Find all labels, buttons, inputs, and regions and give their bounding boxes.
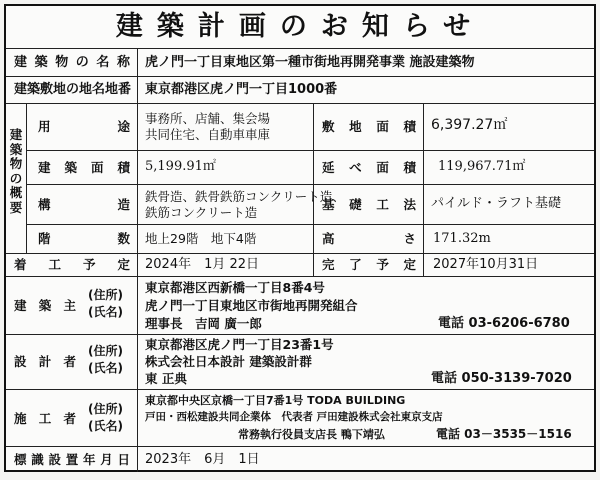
height-value: 171.32m bbox=[433, 231, 491, 246]
completion-value: 2027年10月31日 bbox=[433, 257, 539, 272]
posted-date-label: 標識設置年月日 bbox=[14, 452, 130, 467]
building-overview-label bbox=[9, 128, 23, 215]
designer-phone: 電話 050-3139-7020 bbox=[431, 371, 572, 386]
structure-label: 構造 bbox=[38, 197, 130, 212]
total-floor-area-label: 延べ面積 bbox=[322, 160, 416, 175]
owner-label: 建築主 bbox=[14, 298, 76, 313]
structure-line-1: 鉄骨造、鉄骨鉄筋コンクリート造、 bbox=[145, 189, 345, 204]
completion-label: 完了予定 bbox=[322, 257, 416, 272]
owner-sub-address: (住所) bbox=[88, 288, 123, 302]
building-area-label: 建築面積 bbox=[38, 160, 130, 175]
height-label: 高さ bbox=[322, 231, 416, 246]
owner-address: 東京都港区西新橋一丁目8番4号 bbox=[145, 280, 325, 295]
total-floor-area-value: 119,967.71㎡ bbox=[438, 159, 526, 174]
designer-org: 株式会社日本設計 建築設計群 bbox=[145, 354, 312, 369]
start-label: 着工予定 bbox=[14, 257, 130, 272]
building-area-value: 5,199.91㎡ bbox=[145, 159, 216, 174]
use-line-2: 共同住宅、自動車車庫 bbox=[145, 127, 271, 142]
use-line-1: 事務所、店舗、集会場 bbox=[145, 111, 271, 126]
owner-sub-name: (氏名) bbox=[88, 305, 123, 319]
floors-value: 地上29階 地下4階 bbox=[145, 231, 257, 246]
designer-person: 東 正典 bbox=[145, 371, 187, 386]
designer-sub-address: (住所) bbox=[88, 344, 123, 358]
overview-label-text: 建築物の概要 bbox=[9, 127, 23, 215]
contractor-org: 戸田・西松建設共同企業体 代表者 戸田建設株式会社東京支店 bbox=[145, 411, 443, 423]
site-area-value: 6,397.27㎡ bbox=[431, 117, 508, 133]
notice-board bbox=[4, 4, 596, 472]
floors-label: 階数 bbox=[38, 231, 130, 246]
structure-line-2: 鉄筋コンクリート造 bbox=[145, 205, 258, 220]
contractor-person: 常務執行役員支店長 鴨下靖弘 bbox=[238, 428, 385, 441]
building-name-label: 建築物の名称 bbox=[14, 55, 130, 70]
site-address-label: 建築敷地の地名地番 bbox=[14, 82, 132, 97]
posted-date-value: 2023年 6月 1日 bbox=[145, 452, 260, 467]
contractor-phone: 電話 03－3535－1516 bbox=[436, 427, 572, 441]
start-value: 2024年 1月 22日 bbox=[145, 257, 260, 272]
contractor-sub-address: (住所) bbox=[88, 402, 123, 416]
owner-phone: 電話 03-6206-6780 bbox=[438, 316, 570, 331]
building-name-value: 虎ノ門一丁目東地区第一種市街地再開発事業 施設建築物 bbox=[145, 55, 475, 70]
designer-address: 東京都港区虎ノ門一丁目23番1号 bbox=[145, 337, 334, 352]
site-area-label: 敷地面積 bbox=[322, 119, 416, 134]
designer-sub-name: (氏名) bbox=[88, 361, 123, 375]
foundation-label: 基礎工法 bbox=[322, 197, 416, 212]
contractor-address: 東京都中央区京橋一丁目7番1号 TODA BUILDING bbox=[145, 394, 406, 407]
owner-org: 虎ノ門一丁目東地区市街地再開発組合 bbox=[145, 298, 358, 313]
designer-label: 設計者 bbox=[14, 354, 76, 369]
contractor-sub-name: (氏名) bbox=[88, 419, 123, 433]
contractor-label: 施工者 bbox=[14, 411, 76, 426]
use-label: 用途 bbox=[38, 119, 130, 134]
page-title: 建築計画のお知らせ bbox=[115, 11, 485, 42]
site-address-value: 東京都港区虎ノ門一丁目1000番 bbox=[145, 82, 338, 97]
owner-person: 理事長 吉岡 廣一郎 bbox=[145, 316, 262, 331]
foundation-value: パイルド・ラフト基礎 bbox=[431, 196, 562, 211]
